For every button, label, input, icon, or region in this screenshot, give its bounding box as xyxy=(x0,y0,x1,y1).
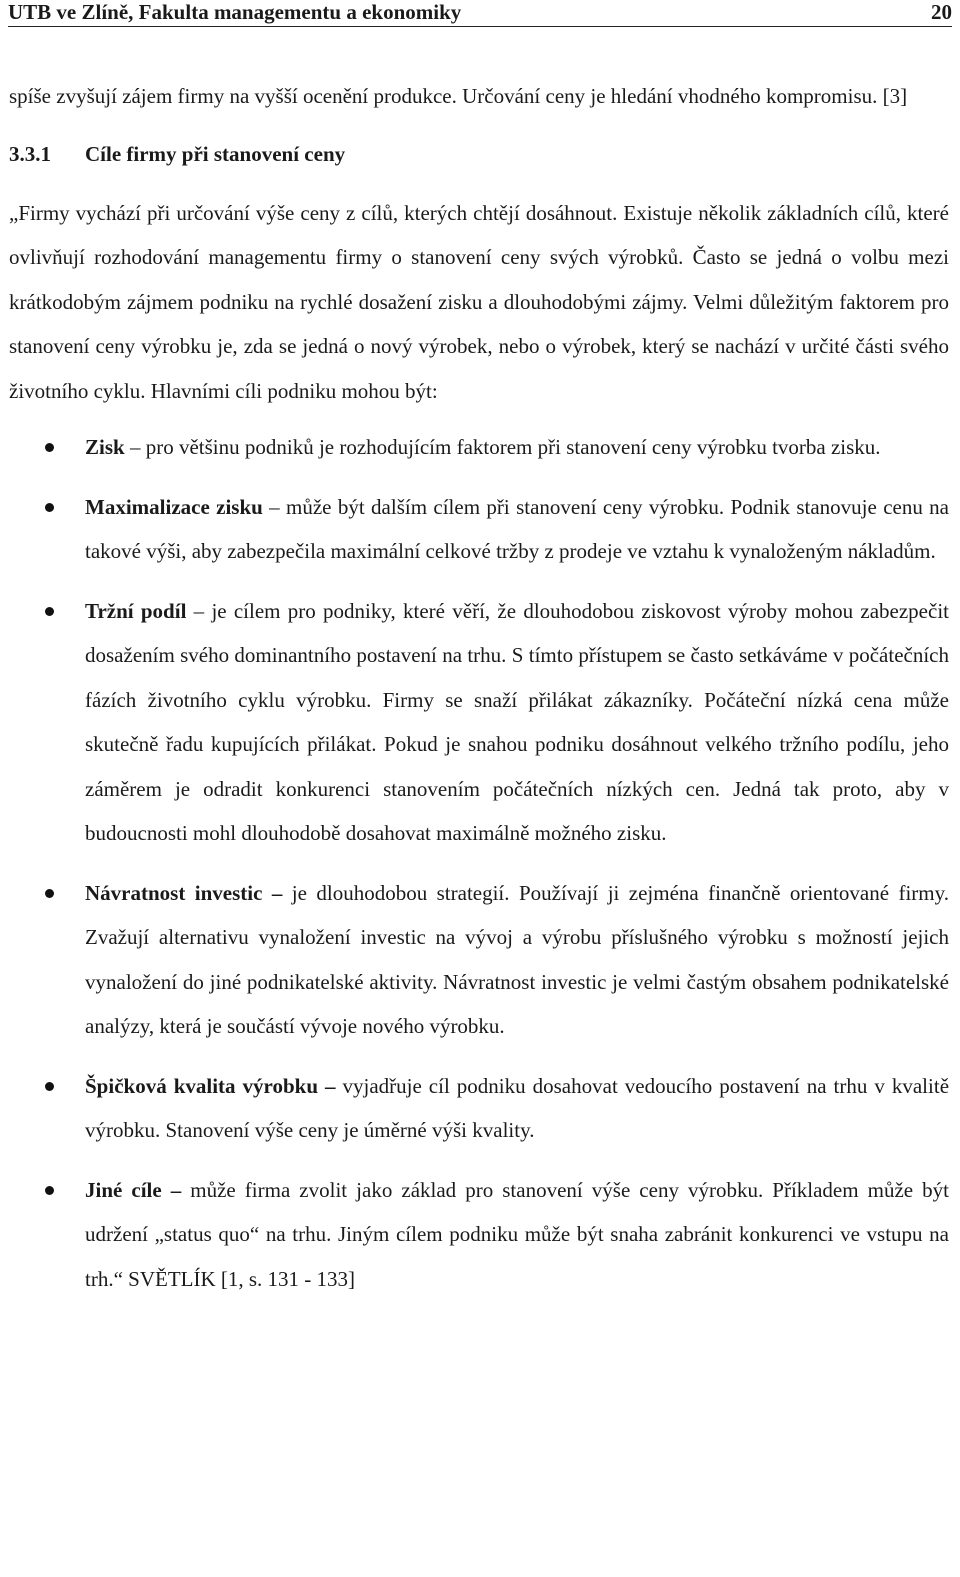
list-item xyxy=(9,589,949,856)
list-item-text: – pro většinu podniků je rozhodujícím faktorem při stanovení ceny výrobku tvorba zisku. xyxy=(124,435,881,459)
section-number: 3.3.1 xyxy=(9,141,51,166)
bullet-icon xyxy=(45,443,54,452)
list-item-text: je dlouhodobou strategií. Používají ji zejména finančně orientované firmy. Zvažují alternativu vynaložení investic na vývoj a výrobu příslušného výrobku s možností jejich vynaložení do jiné podnikatelské aktivity. Návratnost investic je velmi častým obsahem podnikatelské analýzy, která je součástí vývoje nového výrobku. xyxy=(85,880,949,1038)
bullet-icon xyxy=(45,889,54,898)
bullet-icon xyxy=(45,1186,54,1195)
bullet-icon xyxy=(45,1082,54,1091)
page-header xyxy=(8,0,952,27)
list-item-term: Zisk xyxy=(85,435,125,459)
list-item-text: vyjadřuje cíl podniku dosahovat vedoucího postavení na trhu v kvalitě výrobku. Stanovení výše ceny je úměrné výši kvality. xyxy=(85,1073,950,1142)
continuation-paragraph: spíše zvyšují zájem firmy na vyšší ocenění produkce. Určování ceny je hledání vhodného kompromisu. [3] xyxy=(9,84,908,108)
list-item xyxy=(9,1168,949,1302)
list-item xyxy=(9,425,949,470)
list-item-term: Maximalizace zisku xyxy=(85,494,263,519)
list-item-term: Tržní podíl xyxy=(85,598,187,623)
list-item-term: Návratnost investic – xyxy=(85,880,283,905)
bullet-icon xyxy=(45,607,54,616)
list-item-text: – je cílem pro podniky, které věří, že dlouhodobou ziskovost výroby mohou zabezpečit dosažením svého dominantního postavení na trhu. S tímto přístupem se často setkáváme v počátečních fázích životního cyklu výrobku. Firmy se snaží přilákat zákazníky. Počáteční nízká cena může skutečně řadu kupujících přilákat. Pokud je snahou podniku dosáhnout velkého tržního podílu, jeho záměrem je odradit konkurenci stanovením počátečních nízkých cen. Jedná tak proto, aby v budoucnosti mohl dlouhodobě dosahovat maximálně možného zisku. xyxy=(85,598,949,845)
list-item xyxy=(9,1064,949,1153)
list-item-term: Jiné cíle – xyxy=(85,1177,182,1202)
header-title: UTB ve Zlíně, Fakulta managementu a ekonomiky xyxy=(8,0,462,24)
section-heading xyxy=(9,132,949,176)
list-item xyxy=(9,485,949,574)
intro-paragraph: „Firmy vychází při určování výše ceny z cílů, kterých chtějí dosáhnout. Existuje několik základních cílů, které ovlivňují rozhodování managementu firmy o stanovení ceny svých výrobků. Často se jedná o volbu mezi krátkodobým zájmem podniku na rychlé dosažení zisku a dlouhodobými zájmy. Velmi důležitým faktorem pro stanovení ceny výrobku je, zda se jedná o nový výrobek, nebo o výrobek, který se nachází v určité části svého životního cyklu. Hlavními cíli podniku mohou být: xyxy=(9,200,949,403)
list-item xyxy=(9,871,949,1049)
section-title: Cíle firmy při stanovení ceny xyxy=(85,141,346,166)
list-item-term: Špičková kvalita výrobku – xyxy=(85,1073,336,1098)
bullet-icon xyxy=(45,503,54,512)
goals-list xyxy=(9,425,949,1301)
page-number: 20 xyxy=(931,0,952,24)
list-item-text: – může být dalším cílem při stanovení ceny výrobku. Podnik stanovuje cenu na takové výši, aby zabezpečila maximální celkové tržby z prodeje ve vztahu k vynaloženým nákladům. xyxy=(85,494,950,563)
page-content xyxy=(9,74,949,1316)
list-item-text: může firma zvolit jako základ pro stanovení výše ceny výrobku. Příkladem může být udržení „status quo“ na trhu. Jiným cílem podniku může být snaha zabránit konkurenci ve vstupu na trh.“ SVĚTLÍK [1, s. 131 - 133] xyxy=(85,1177,949,1291)
